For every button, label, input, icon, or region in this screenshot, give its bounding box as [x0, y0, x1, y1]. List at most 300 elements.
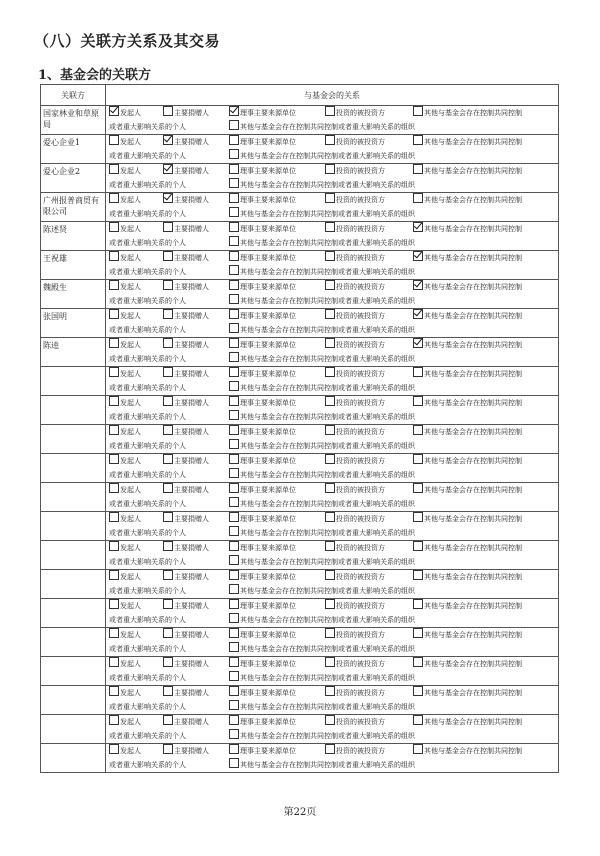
relation-options	[106, 425, 559, 454]
unchecked-checkbox-icon[interactable]	[325, 367, 335, 377]
related-party-name	[41, 570, 106, 599]
unchecked-checkbox-icon[interactable]	[109, 454, 119, 464]
unchecked-checkbox-icon[interactable]	[109, 715, 119, 725]
option-control-person	[413, 425, 522, 439]
option-label: 理事主要来源单位	[240, 254, 296, 262]
checked-checkbox-icon[interactable]	[163, 193, 173, 203]
unchecked-checkbox-icon[interactable]	[163, 280, 173, 290]
option-main-donor	[163, 193, 229, 207]
option-label: 发起人	[120, 689, 141, 697]
table-row	[41, 251, 559, 280]
option-label: 主要捐赠人	[174, 167, 209, 175]
option-control-organization	[229, 294, 415, 308]
unchecked-checkbox-icon[interactable]	[413, 715, 423, 725]
option-label: 主要捐赠人	[174, 486, 209, 494]
option-control-person	[413, 715, 522, 729]
option-label: 发起人	[120, 544, 141, 552]
option-control-organization	[229, 700, 415, 714]
unchecked-checkbox-icon[interactable]	[413, 454, 423, 464]
options-line-2	[109, 758, 558, 772]
checked-checkbox-icon[interactable]	[163, 164, 173, 174]
unchecked-checkbox-icon[interactable]	[229, 468, 239, 478]
unchecked-checkbox-icon[interactable]	[163, 454, 173, 464]
option-label: 理事主要来源单位	[240, 573, 296, 581]
option-label: 其他与基金会存在控制共同控制或者重大影响关系的组织	[240, 326, 415, 334]
unchecked-checkbox-icon[interactable]	[163, 425, 173, 435]
option-investee	[325, 628, 413, 642]
option-label: 发起人	[120, 718, 141, 726]
option-control-person-cont: 或者重大影响关系的个人	[109, 732, 186, 740]
option-label: 其他与基金会存在控制共同控制	[424, 747, 522, 755]
options-line-1	[109, 280, 558, 294]
unchecked-checkbox-icon[interactable]	[229, 149, 239, 159]
unchecked-checkbox-icon[interactable]	[413, 367, 423, 377]
unchecked-checkbox-icon[interactable]	[109, 744, 119, 754]
unchecked-checkbox-icon[interactable]	[163, 686, 173, 696]
unchecked-checkbox-icon[interactable]	[229, 555, 239, 565]
option-control-organization	[229, 149, 415, 163]
option-label: 主要捐赠人	[174, 660, 209, 668]
unchecked-checkbox-icon[interactable]	[413, 135, 423, 145]
option-label: 主要捐赠人	[174, 399, 209, 407]
unchecked-checkbox-icon[interactable]	[109, 135, 119, 145]
unchecked-checkbox-icon[interactable]	[325, 222, 335, 232]
related-party-name	[41, 628, 106, 657]
unchecked-checkbox-icon[interactable]	[109, 599, 119, 609]
checked-checkbox-icon[interactable]	[413, 222, 423, 232]
unchecked-checkbox-icon[interactable]	[163, 570, 173, 580]
unchecked-checkbox-icon[interactable]	[109, 425, 119, 435]
checked-checkbox-icon[interactable]	[413, 309, 423, 319]
unchecked-checkbox-icon[interactable]	[229, 120, 239, 130]
unchecked-checkbox-icon[interactable]	[229, 135, 239, 145]
option-label: 其他与基金会存在控制共同控制或者重大影响关系的组织	[240, 210, 415, 218]
unchecked-checkbox-icon[interactable]	[325, 280, 335, 290]
option-label: 发起人	[120, 631, 141, 639]
unchecked-checkbox-icon[interactable]	[229, 657, 239, 667]
unchecked-checkbox-icon[interactable]	[325, 483, 335, 493]
option-label: 发起人	[120, 486, 141, 494]
related-party-name	[41, 367, 106, 396]
option-control-organization	[229, 671, 415, 685]
option-director-source	[229, 512, 325, 526]
unchecked-checkbox-icon[interactable]	[229, 193, 239, 203]
unchecked-checkbox-icon[interactable]	[229, 236, 239, 246]
unchecked-checkbox-icon[interactable]	[229, 584, 239, 594]
unchecked-checkbox-icon[interactable]	[325, 338, 335, 348]
unchecked-checkbox-icon[interactable]	[229, 280, 239, 290]
unchecked-checkbox-icon[interactable]	[229, 497, 239, 507]
option-founder	[109, 570, 163, 584]
table-row	[41, 570, 559, 599]
option-label: 其他与基金会存在控制共同控制或者重大影响关系的组织	[240, 471, 415, 479]
unchecked-checkbox-icon[interactable]	[229, 613, 239, 623]
option-director-source	[229, 280, 325, 294]
options-line-2	[109, 352, 558, 366]
unchecked-checkbox-icon[interactable]	[229, 512, 239, 522]
option-control-organization	[229, 526, 415, 540]
option-label: 其他与基金会存在控制共同控制或者重大影响关系的组织	[240, 587, 415, 595]
options-line-1	[109, 222, 558, 236]
unchecked-checkbox-icon[interactable]	[163, 309, 173, 319]
option-label: 理事主要来源单位	[240, 167, 296, 175]
unchecked-checkbox-icon[interactable]	[163, 106, 173, 116]
unchecked-checkbox-icon[interactable]	[163, 628, 173, 638]
unchecked-checkbox-icon[interactable]	[109, 396, 119, 406]
unchecked-checkbox-icon[interactable]	[325, 164, 335, 174]
relation-options	[106, 599, 559, 628]
option-label: 发起人	[120, 138, 141, 146]
unchecked-checkbox-icon[interactable]	[413, 744, 423, 754]
option-label: 其他与基金会存在控制共同控制或者重大影响关系的组织	[240, 703, 415, 711]
table-row	[41, 541, 559, 570]
option-control-person	[413, 686, 522, 700]
unchecked-checkbox-icon[interactable]	[109, 657, 119, 667]
table-row	[41, 425, 559, 454]
related-party-name: 陈逵	[41, 338, 106, 367]
related-party-name	[41, 541, 106, 570]
table-row	[41, 744, 559, 773]
unchecked-checkbox-icon[interactable]	[229, 526, 239, 536]
unchecked-checkbox-icon[interactable]	[109, 251, 119, 261]
table-row	[41, 280, 559, 309]
checked-checkbox-icon[interactable]	[413, 251, 423, 261]
option-label: 投资的被投资方	[336, 196, 385, 204]
option-label: 投资的被投资方	[336, 515, 385, 523]
unchecked-checkbox-icon[interactable]	[325, 512, 335, 522]
unchecked-checkbox-icon[interactable]	[163, 367, 173, 377]
unchecked-checkbox-icon[interactable]	[109, 222, 119, 232]
option-main-donor	[163, 222, 229, 236]
option-control-person	[413, 744, 522, 758]
unchecked-checkbox-icon[interactable]	[413, 686, 423, 696]
relation-options	[106, 135, 559, 164]
option-director-source	[229, 193, 325, 207]
option-label: 投资的被投资方	[336, 689, 385, 697]
unchecked-checkbox-icon[interactable]	[109, 367, 119, 377]
unchecked-checkbox-icon[interactable]	[229, 410, 239, 420]
unchecked-checkbox-icon[interactable]	[325, 686, 335, 696]
unchecked-checkbox-icon[interactable]	[325, 599, 335, 609]
option-label: 其他与基金会存在控制共同控制或者重大影响关系的组织	[240, 384, 415, 392]
option-director-source	[229, 657, 325, 671]
table-header-row	[41, 85, 559, 106]
option-label: 主要捐赠人	[174, 138, 209, 146]
checked-checkbox-icon[interactable]	[109, 106, 119, 116]
option-investee	[325, 396, 413, 410]
unchecked-checkbox-icon[interactable]	[109, 309, 119, 319]
option-label: 其他与基金会存在控制共同控制	[424, 109, 522, 117]
option-label: 发起人	[120, 283, 141, 291]
unchecked-checkbox-icon[interactable]	[109, 512, 119, 522]
unchecked-checkbox-icon[interactable]	[229, 715, 239, 725]
option-main-donor	[163, 599, 229, 613]
options-line-1	[109, 164, 558, 178]
unchecked-checkbox-icon[interactable]	[109, 628, 119, 638]
options-line-2	[109, 671, 558, 685]
option-investee	[325, 193, 413, 207]
unchecked-checkbox-icon[interactable]	[325, 628, 335, 638]
option-director-source	[229, 106, 325, 120]
checked-checkbox-icon[interactable]	[413, 280, 423, 290]
option-label: 其他与基金会存在控制共同控制	[424, 138, 522, 146]
option-founder	[109, 715, 163, 729]
option-label: 理事主要来源单位	[240, 486, 296, 494]
unchecked-checkbox-icon[interactable]	[325, 193, 335, 203]
option-control-person-cont: 或者重大影响关系的个人	[109, 181, 186, 189]
unchecked-checkbox-icon[interactable]	[163, 715, 173, 725]
table-row	[41, 367, 559, 396]
option-label: 理事主要来源单位	[240, 109, 296, 117]
unchecked-checkbox-icon[interactable]	[109, 541, 119, 551]
option-control-person	[413, 135, 522, 149]
unchecked-checkbox-icon[interactable]	[229, 381, 239, 391]
table-row	[41, 657, 559, 686]
option-label: 理事主要来源单位	[240, 341, 296, 349]
option-director-source	[229, 686, 325, 700]
unchecked-checkbox-icon[interactable]	[163, 744, 173, 754]
option-main-donor	[163, 425, 229, 439]
table-row	[41, 222, 559, 251]
unchecked-checkbox-icon[interactable]	[109, 570, 119, 580]
option-label: 发起人	[120, 747, 141, 755]
relation-options	[106, 541, 559, 570]
option-control-person-cont: 或者重大影响关系的个人	[109, 500, 186, 508]
option-label: 主要捐赠人	[174, 573, 209, 581]
unchecked-checkbox-icon[interactable]	[163, 599, 173, 609]
unchecked-checkbox-icon[interactable]	[109, 686, 119, 696]
unchecked-checkbox-icon[interactable]	[229, 396, 239, 406]
option-control-organization	[229, 207, 415, 221]
unchecked-checkbox-icon[interactable]	[325, 251, 335, 261]
related-party-name: 国家林业和草原局	[41, 106, 106, 135]
option-founder	[109, 686, 163, 700]
option-label: 理事主要来源单位	[240, 283, 296, 291]
unchecked-checkbox-icon[interactable]	[229, 454, 239, 464]
checked-checkbox-icon[interactable]	[163, 135, 173, 145]
unchecked-checkbox-icon[interactable]	[413, 193, 423, 203]
unchecked-checkbox-icon[interactable]	[413, 570, 423, 580]
unchecked-checkbox-icon[interactable]	[229, 541, 239, 551]
option-founder	[109, 454, 163, 468]
unchecked-checkbox-icon[interactable]	[413, 483, 423, 493]
option-label: 理事主要来源单位	[240, 370, 296, 378]
option-control-organization	[229, 265, 415, 279]
option-control-organization	[229, 352, 415, 366]
unchecked-checkbox-icon[interactable]	[229, 265, 239, 275]
unchecked-checkbox-icon[interactable]	[229, 164, 239, 174]
unchecked-checkbox-icon[interactable]	[229, 686, 239, 696]
unchecked-checkbox-icon[interactable]	[325, 657, 335, 667]
unchecked-checkbox-icon[interactable]	[413, 512, 423, 522]
option-label: 投资的被投资方	[336, 167, 385, 175]
unchecked-checkbox-icon[interactable]	[229, 222, 239, 232]
unchecked-checkbox-icon[interactable]	[229, 599, 239, 609]
table-row	[41, 193, 559, 222]
option-label: 其他与基金会存在控制共同控制	[424, 515, 522, 523]
unchecked-checkbox-icon[interactable]	[229, 367, 239, 377]
option-control-person	[413, 396, 522, 410]
subsection-title: 1、基金会的关联方	[38, 68, 152, 83]
option-label: 其他与基金会存在控制共同控制	[424, 718, 522, 726]
table-row	[41, 135, 559, 164]
options-line-2	[109, 294, 558, 308]
option-label: 主要捐赠人	[174, 109, 209, 117]
option-main-donor	[163, 686, 229, 700]
unchecked-checkbox-icon[interactable]	[413, 599, 423, 609]
unchecked-checkbox-icon[interactable]	[229, 671, 239, 681]
option-control-person	[413, 541, 522, 555]
unchecked-checkbox-icon[interactable]	[163, 396, 173, 406]
option-founder	[109, 367, 163, 381]
unchecked-checkbox-icon[interactable]	[229, 309, 239, 319]
option-label: 发起人	[120, 254, 141, 262]
option-label: 投资的被投资方	[336, 254, 385, 262]
unchecked-checkbox-icon[interactable]	[163, 251, 173, 261]
options-line-1	[109, 193, 558, 207]
option-label: 发起人	[120, 109, 141, 117]
option-founder	[109, 280, 163, 294]
unchecked-checkbox-icon[interactable]	[413, 425, 423, 435]
option-label: 理事主要来源单位	[240, 747, 296, 755]
option-label: 其他与基金会存在控制共同控制	[424, 196, 522, 204]
options-line-2	[109, 236, 558, 250]
unchecked-checkbox-icon[interactable]	[229, 207, 239, 217]
option-director-source	[229, 164, 325, 178]
option-control-person-cont: 或者重大影响关系的个人	[109, 413, 186, 421]
unchecked-checkbox-icon[interactable]	[229, 251, 239, 261]
unchecked-checkbox-icon[interactable]	[229, 352, 239, 362]
unchecked-checkbox-icon[interactable]	[325, 106, 335, 116]
option-label: 其他与基金会存在控制共同控制或者重大影响关系的组织	[240, 732, 415, 740]
unchecked-checkbox-icon[interactable]	[325, 744, 335, 754]
header-relation: 与基金会的关系	[106, 85, 559, 106]
unchecked-checkbox-icon[interactable]	[229, 758, 239, 768]
unchecked-checkbox-icon[interactable]	[109, 483, 119, 493]
unchecked-checkbox-icon[interactable]	[325, 396, 335, 406]
section-title: （八）关联方关系及其交易	[34, 32, 221, 50]
unchecked-checkbox-icon[interactable]	[325, 541, 335, 551]
unchecked-checkbox-icon[interactable]	[229, 642, 239, 652]
unchecked-checkbox-icon[interactable]	[109, 280, 119, 290]
options-line-1	[109, 135, 558, 149]
unchecked-checkbox-icon[interactable]	[109, 193, 119, 203]
unchecked-checkbox-icon[interactable]	[325, 715, 335, 725]
option-label: 其他与基金会存在控制共同控制或者重大影响关系的组织	[240, 500, 415, 508]
unchecked-checkbox-icon[interactable]	[229, 700, 239, 710]
option-main-donor	[163, 251, 229, 265]
option-label: 其他与基金会存在控制共同控制或者重大影响关系的组织	[240, 616, 415, 624]
option-main-donor	[163, 367, 229, 381]
unchecked-checkbox-icon[interactable]	[163, 222, 173, 232]
unchecked-checkbox-icon[interactable]	[163, 512, 173, 522]
unchecked-checkbox-icon[interactable]	[325, 135, 335, 145]
option-founder	[109, 744, 163, 758]
unchecked-checkbox-icon[interactable]	[413, 628, 423, 638]
unchecked-checkbox-icon[interactable]	[109, 164, 119, 174]
unchecked-checkbox-icon[interactable]	[413, 541, 423, 551]
option-director-source	[229, 425, 325, 439]
unchecked-checkbox-icon[interactable]	[109, 338, 119, 348]
checked-checkbox-icon[interactable]	[229, 106, 239, 116]
unchecked-checkbox-icon[interactable]	[229, 628, 239, 638]
unchecked-checkbox-icon[interactable]	[229, 483, 239, 493]
unchecked-checkbox-icon[interactable]	[413, 657, 423, 667]
option-label: 其他与基金会存在控制共同控制或者重大影响关系的组织	[240, 442, 415, 450]
relation-options	[106, 715, 559, 744]
option-control-person-cont: 或者重大影响关系的个人	[109, 674, 186, 682]
option-label: 投资的被投资方	[336, 370, 385, 378]
option-label: 理事主要来源单位	[240, 718, 296, 726]
unchecked-checkbox-icon[interactable]	[413, 396, 423, 406]
option-control-person-cont: 或者重大影响关系的个人	[109, 239, 186, 247]
options-line-1	[109, 251, 558, 265]
unchecked-checkbox-icon[interactable]	[325, 454, 335, 464]
unchecked-checkbox-icon[interactable]	[229, 338, 239, 348]
option-label: 主要捐赠人	[174, 747, 209, 755]
unchecked-checkbox-icon[interactable]	[325, 309, 335, 319]
unchecked-checkbox-icon[interactable]	[229, 439, 239, 449]
options-line-1	[109, 570, 558, 584]
option-founder	[109, 599, 163, 613]
unchecked-checkbox-icon[interactable]	[229, 178, 239, 188]
option-investee	[325, 251, 413, 265]
option-label: 其他与基金会存在控制共同控制或者重大影响关系的组织	[240, 239, 415, 247]
options-line-2	[109, 149, 558, 163]
unchecked-checkbox-icon[interactable]	[229, 744, 239, 754]
option-label: 其他与基金会存在控制共同控制	[424, 631, 522, 639]
unchecked-checkbox-icon[interactable]	[325, 425, 335, 435]
unchecked-checkbox-icon[interactable]	[325, 570, 335, 580]
unchecked-checkbox-icon[interactable]	[413, 164, 423, 174]
option-control-person-cont: 或者重大影响关系的个人	[109, 616, 186, 624]
table-row	[41, 599, 559, 628]
relation-options	[106, 193, 559, 222]
option-control-organization	[229, 439, 415, 453]
option-investee	[325, 599, 413, 613]
options-line-2	[109, 526, 558, 540]
option-director-source	[229, 309, 325, 323]
option-label: 发起人	[120, 457, 141, 465]
option-label: 其他与基金会存在控制共同控制	[424, 457, 522, 465]
option-label: 其他与基金会存在控制共同控制	[424, 312, 522, 320]
option-main-donor	[163, 309, 229, 323]
option-investee	[325, 164, 413, 178]
unchecked-checkbox-icon[interactable]	[163, 483, 173, 493]
option-label: 发起人	[120, 167, 141, 175]
relation-options	[106, 686, 559, 715]
checked-checkbox-icon[interactable]	[413, 338, 423, 348]
unchecked-checkbox-icon[interactable]	[229, 570, 239, 580]
unchecked-checkbox-icon[interactable]	[229, 294, 239, 304]
option-label: 发起人	[120, 370, 141, 378]
unchecked-checkbox-icon[interactable]	[163, 338, 173, 348]
option-main-donor	[163, 512, 229, 526]
option-investee	[325, 425, 413, 439]
relation-options	[106, 222, 559, 251]
option-investee	[325, 135, 413, 149]
option-investee	[325, 222, 413, 236]
unchecked-checkbox-icon[interactable]	[163, 657, 173, 667]
unchecked-checkbox-icon[interactable]	[229, 323, 239, 333]
related-party-name	[41, 657, 106, 686]
unchecked-checkbox-icon[interactable]	[229, 425, 239, 435]
unchecked-checkbox-icon[interactable]	[163, 541, 173, 551]
unchecked-checkbox-icon[interactable]	[229, 729, 239, 739]
unchecked-checkbox-icon[interactable]	[413, 106, 423, 116]
option-label: 其他与基金会存在控制共同控制	[424, 602, 522, 610]
option-label: 其他与基金会存在控制共同控制或者重大影响关系的组织	[240, 558, 415, 566]
